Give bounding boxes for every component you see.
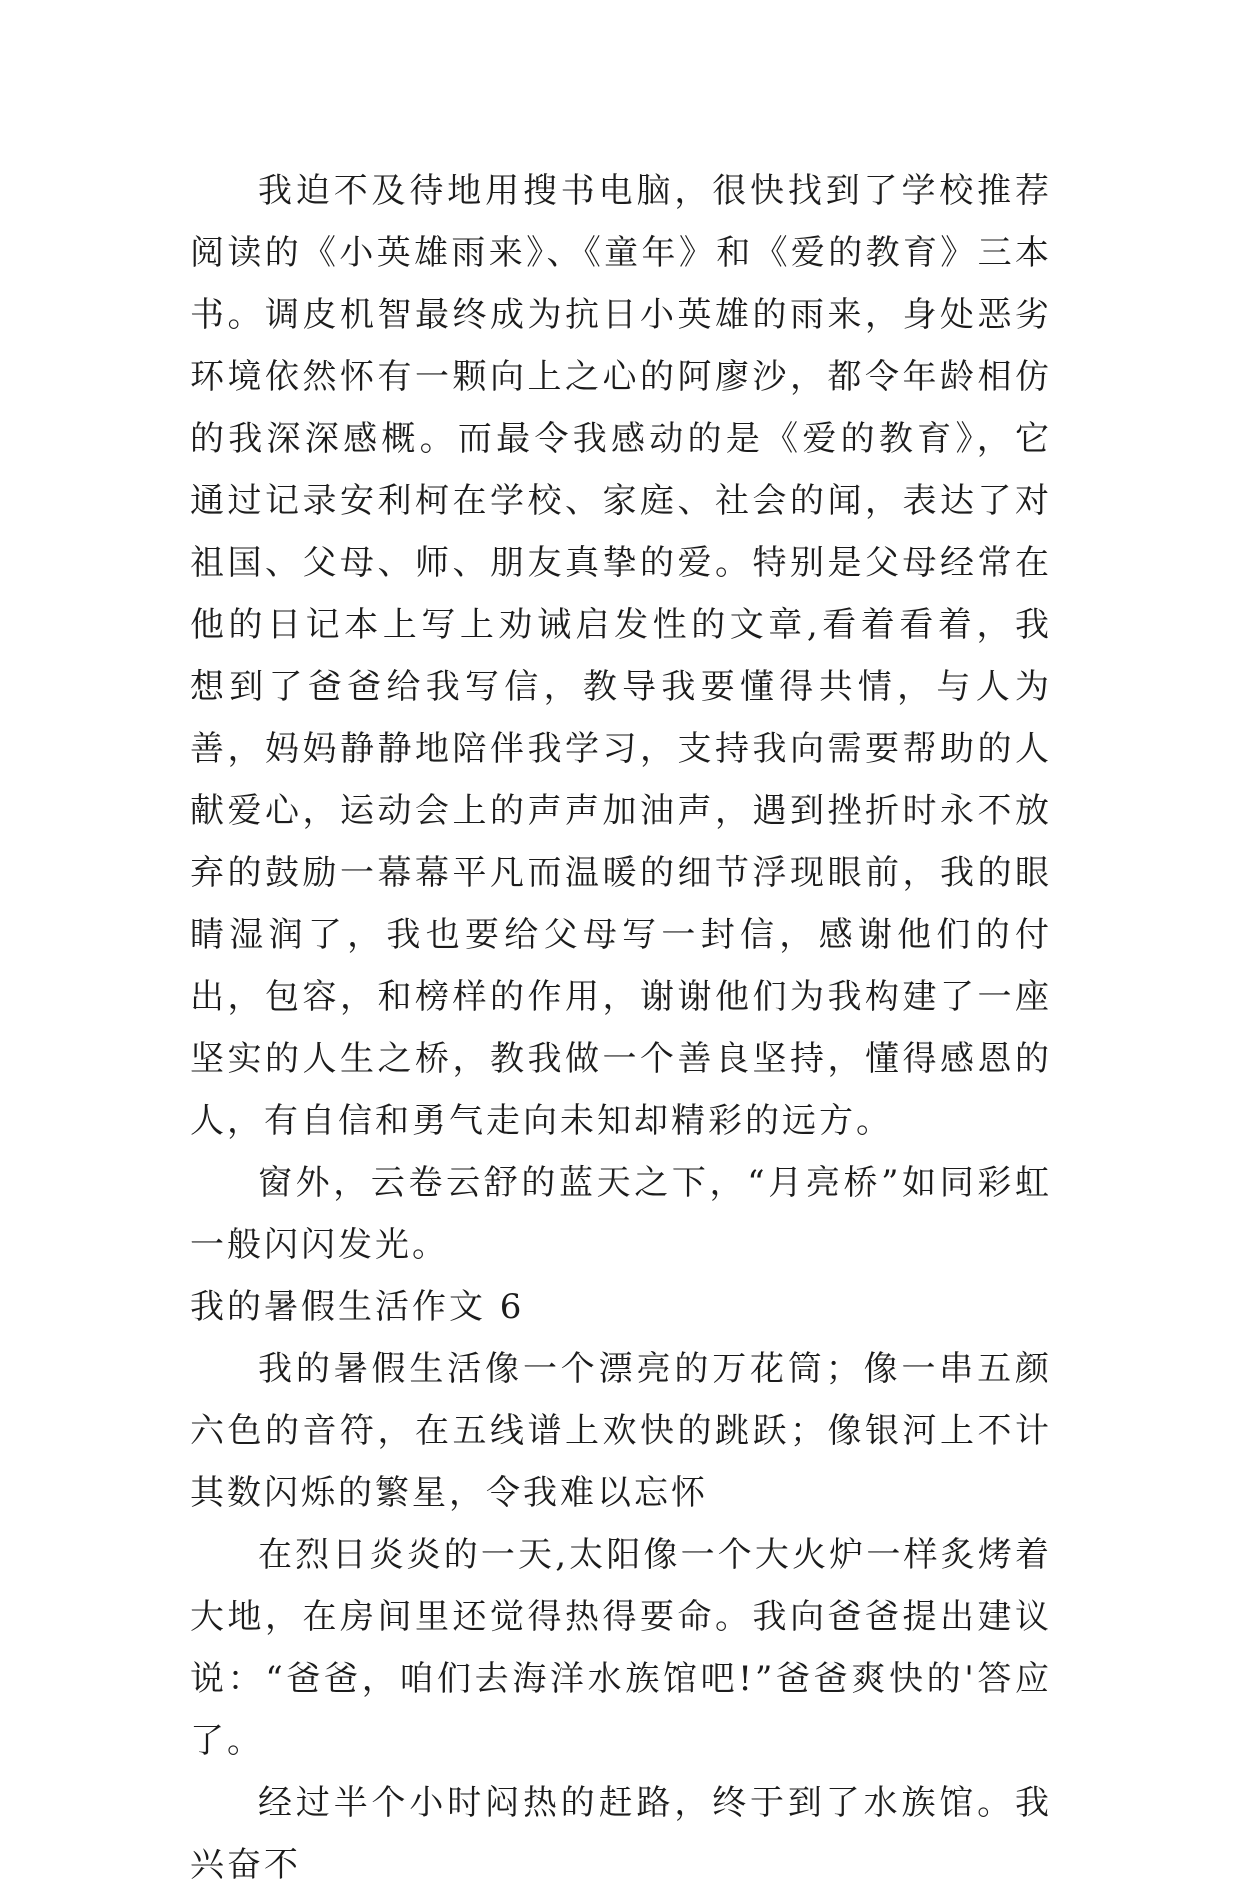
document-body <box>190 160 1052 1896</box>
paragraph-moon-bridge: 窗外，云卷云舒的蓝天之下，“月亮桥”如同彩虹一般闪闪发光。 <box>190 1163 1052 1265</box>
paragraph-aquarium: 经过半个小时闷热的赶路，终于到了水族馆。我兴奋不 <box>190 1783 1052 1885</box>
paragraph-reading-books: 我迫不及待地用搜书电脑，很快找到了学校推荐阅读的《小英雄雨来》、《童年》和《爱的教育》三本书。调皮机智最终成为抗日小英雄的雨来，身处恶劣环境依然怀有一颗向上之心的阿廖沙，都令年龄相仿的我深深感概。而最令我感动的是《爱的教育》，它通过记录安利柯在学校、家庭、社会的闻，表达了对祖国、父母、师、朋友真挚的爱。特别是父母经常在他的日记本上写上劝诫启发性的文章,看着看着，我想到了爸爸给我写信，教导我要懂得共情，与人为善，妈妈静静地陪伴我学习，支持我向需要帮助的人献爱心，运动会上的声声加油声，遇到挫折时永不放弃的鼓励一幕幕平凡而温暖的细节浮现眼前，我的眼睛湿润了，我也要给父母写一封信，感谢他们的付出，包容，和榜样的作用，谢谢他们为我构建了一座坚实的人生之桥，教我做一个善良坚持，懂得感恩的人，有自信和勇气走向未知却精彩的远方。 <box>190 171 1052 1141</box>
essay-title: 我的暑假生活作文 6 <box>190 1287 525 1327</box>
paragraph-hot-day: 在烈日炎炎的一天,太阳像一个大火炉一样炙烤着大地，在房间里还觉得热得要命。我向爸爸提出建议说：“爸爸，咱们去海洋水族馆吧!”爸爸爽快的'答应了。 <box>190 1535 1052 1761</box>
paragraph-kaleidoscope: 我的暑假生活像一个漂亮的万花筒；像一串五颜六色的音符，在五线谱上欢快的跳跃；像银河上不计其数闪烁的繁星，令我难以忘怀 <box>190 1349 1052 1513</box>
